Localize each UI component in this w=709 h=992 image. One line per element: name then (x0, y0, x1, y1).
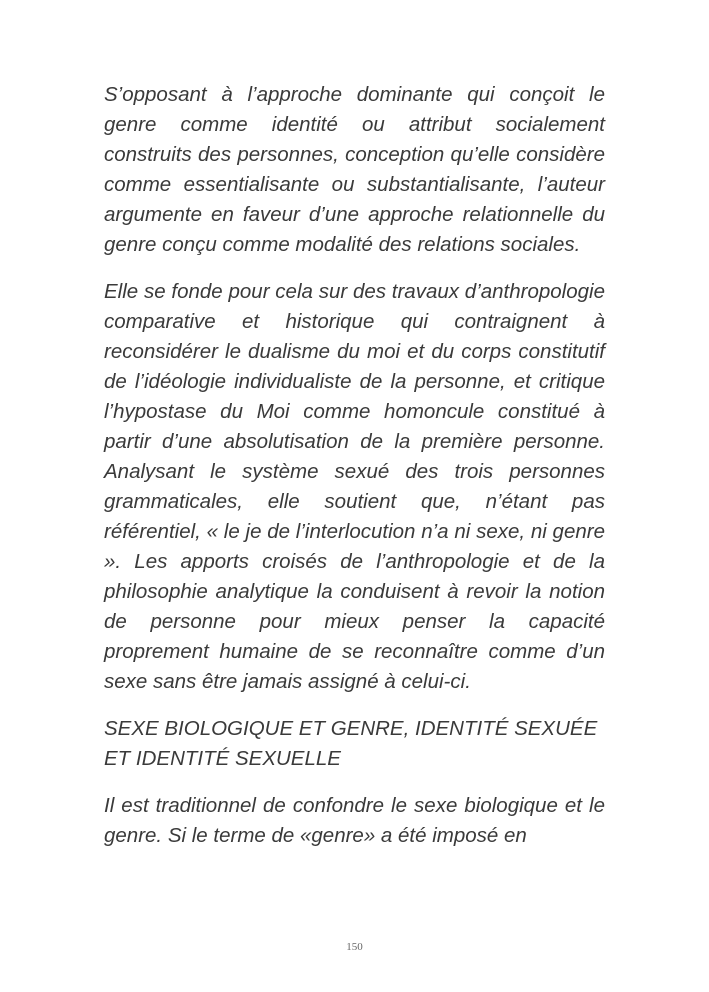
section-heading: SEXE BIOLOGIQUE ET GENRE, IDENTITÉ SEXUÉE ET IDENTITÉ SEXUELLE (104, 717, 598, 770)
paragraph-3: Il est traditionnel de confondre le sexe biologique et le genre. Si le terme de «genre» a été imposé en (104, 794, 605, 847)
paragraph-2: Elle se fonde pour cela sur des travaux d’anthropologie comparative et historique qui contraignent à reconsidérer le dualisme du moi et du corps constitutif de l’idéologie individualiste de la personne, et critique l’hypostase du Moi comme homoncule constitué à partir d’une absolutisation de la première personne. Analysant le système sexué des trois personnes grammaticales, elle soutient que, n’étant pas référentiel, « le je de l’interlocution n’a ni sexe, ni genre ». Les apports croisés de l’anthropologie et de la philosophie analytique la conduisent à revoir la notion de personne pour mieux penser la capacité proprement humaine de se reconnaître comme d’un sexe sans être jamais assigné à celui-ci. (104, 280, 605, 693)
paragraph-1: S’opposant à l’approche dominante qui conçoit le genre comme identité ou attribut socialement construits des personnes, conception qu’elle considère comme essentialisante ou substantialisante, l’auteur argumente en faveur d’une approche relationnelle du genre conçu comme modalité des relations sociales. (104, 83, 605, 256)
body-text (104, 80, 605, 868)
page-number: 150 (346, 941, 363, 953)
